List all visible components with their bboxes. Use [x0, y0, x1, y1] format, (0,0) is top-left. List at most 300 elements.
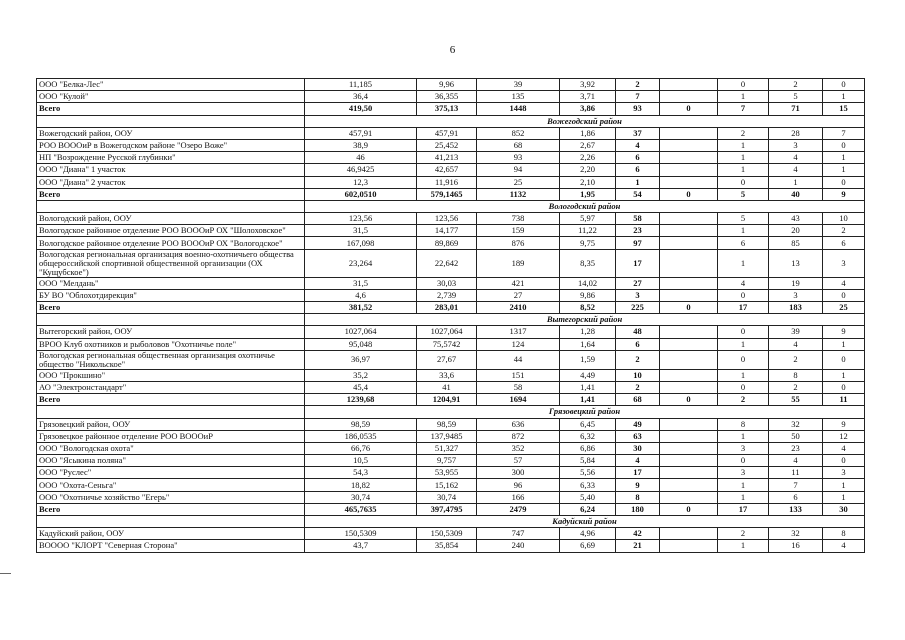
row-name-cell: Вологодская региональная организация военно-охотничьего общества общероссийской спортивной общественной организации (ОХ "Кущубское"): [37, 249, 305, 277]
row-value-cell: 4: [769, 455, 823, 467]
row-value-cell: 39: [769, 326, 823, 338]
row-name-cell: ООО "Кулой": [37, 91, 305, 103]
row-value-cell: 9: [823, 418, 865, 430]
row-value-cell: 2: [718, 127, 769, 139]
total-value-cell: 225: [616, 302, 660, 314]
total-value-cell: 133: [769, 503, 823, 515]
row-value-cell: 23: [616, 225, 660, 237]
row-value-cell: 2: [823, 225, 865, 237]
table-row: [37, 326, 865, 338]
row-value-cell: 57: [477, 455, 560, 467]
region-name: Вытегорский район: [305, 314, 865, 326]
total-row: [37, 394, 865, 406]
row-value-cell: 2: [769, 79, 823, 91]
table-row: [37, 467, 865, 479]
row-value-cell: 30,03: [417, 277, 477, 289]
row-value-cell: 150,5309: [417, 528, 477, 540]
total-row: [37, 103, 865, 115]
table-row: [37, 491, 865, 503]
table-row: [37, 249, 865, 277]
row-name-cell: ООО "Белка-Лес": [37, 79, 305, 91]
row-name-cell: ООО "Вологодская охота": [37, 442, 305, 454]
row-value-cell: 17: [616, 249, 660, 277]
row-value-cell: 0: [823, 176, 865, 188]
total-value-cell: 0: [660, 103, 718, 115]
region-header-row: [37, 406, 865, 418]
total-value-cell: 8,52: [560, 302, 616, 314]
row-value-cell: 8: [769, 369, 823, 381]
row-value-cell: 159: [477, 225, 560, 237]
table-row: [37, 213, 865, 225]
row-value-cell: 1: [718, 164, 769, 176]
total-value-cell: 1132: [477, 188, 560, 200]
row-value-cell: 30,74: [305, 491, 417, 503]
region-blank-cell: [37, 516, 305, 528]
total-value-cell: 71: [769, 103, 823, 115]
row-value-cell: 1,59: [560, 350, 616, 369]
row-value-cell: [660, 491, 718, 503]
total-value-cell: 419,50: [305, 103, 417, 115]
row-value-cell: 2,20: [560, 164, 616, 176]
table-row: [37, 455, 865, 467]
row-value-cell: 186,0535: [305, 430, 417, 442]
row-value-cell: 50: [769, 430, 823, 442]
row-value-cell: 9,96: [417, 79, 477, 91]
row-value-cell: 1: [718, 369, 769, 381]
table-row: [37, 479, 865, 491]
row-value-cell: 9: [616, 479, 660, 491]
row-value-cell: 150,5309: [305, 528, 417, 540]
row-value-cell: 6: [616, 338, 660, 350]
row-value-cell: 2: [769, 381, 823, 393]
row-value-cell: 2: [616, 381, 660, 393]
row-value-cell: 12,3: [305, 176, 417, 188]
row-value-cell: 2,739: [417, 289, 477, 301]
row-value-cell: 93: [477, 152, 560, 164]
total-value-cell: 40: [769, 188, 823, 200]
row-value-cell: 97: [616, 237, 660, 249]
row-value-cell: [660, 528, 718, 540]
row-value-cell: 10,5: [305, 455, 417, 467]
row-name-cell: Вологодское районное отделение РОО ВОООиР ОХ "Вологодское": [37, 237, 305, 249]
row-value-cell: 137,9485: [417, 430, 477, 442]
row-value-cell: 3: [718, 467, 769, 479]
row-value-cell: 22,642: [417, 249, 477, 277]
row-value-cell: 1: [823, 164, 865, 176]
row-name-cell: ООО "Мелдань": [37, 277, 305, 289]
total-value-cell: 381,52: [305, 302, 417, 314]
row-value-cell: 2: [616, 350, 660, 369]
row-value-cell: 6: [718, 237, 769, 249]
row-value-cell: 3: [616, 289, 660, 301]
row-value-cell: 2: [616, 79, 660, 91]
row-value-cell: 4,96: [560, 528, 616, 540]
row-value-cell: 36,355: [417, 91, 477, 103]
row-value-cell: 1: [718, 338, 769, 350]
row-name-cell: ВОООО "КЛОРТ "Северная Сторона": [37, 540, 305, 552]
row-value-cell: 43,7: [305, 540, 417, 552]
row-value-cell: 68: [477, 139, 560, 151]
row-value-cell: 25: [477, 176, 560, 188]
row-value-cell: 1: [823, 479, 865, 491]
row-value-cell: 3,71: [560, 91, 616, 103]
row-value-cell: 21: [616, 540, 660, 552]
total-value-cell: 2479: [477, 503, 560, 515]
row-value-cell: [660, 249, 718, 277]
total-row: [37, 503, 865, 515]
row-value-cell: 5,40: [560, 491, 616, 503]
region-blank-cell: [37, 200, 305, 212]
row-value-cell: 0: [718, 176, 769, 188]
table-row: [37, 289, 865, 301]
total-value-cell: 17: [718, 302, 769, 314]
row-value-cell: 4: [769, 338, 823, 350]
row-value-cell: 1: [769, 176, 823, 188]
row-value-cell: 1: [718, 139, 769, 151]
row-value-cell: 1: [823, 491, 865, 503]
total-value-cell: 0: [660, 188, 718, 200]
table-row: [37, 381, 865, 393]
row-value-cell: 0: [718, 455, 769, 467]
table-row: [37, 91, 865, 103]
row-value-cell: 6,45: [560, 418, 616, 430]
total-value-cell: 11: [823, 394, 865, 406]
row-value-cell: 1: [823, 152, 865, 164]
row-value-cell: 20: [769, 225, 823, 237]
table-row: [37, 164, 865, 176]
row-value-cell: 39: [477, 79, 560, 91]
row-value-cell: 0: [823, 350, 865, 369]
row-value-cell: 6: [616, 164, 660, 176]
total-label-cell: Всего: [37, 394, 305, 406]
table-row: [37, 225, 865, 237]
row-value-cell: 2,26: [560, 152, 616, 164]
row-value-cell: [660, 381, 718, 393]
row-value-cell: 0: [718, 79, 769, 91]
total-value-cell: 375,13: [417, 103, 477, 115]
total-value-cell: 25: [823, 302, 865, 314]
region-name: Грязовецкий район: [305, 406, 865, 418]
row-value-cell: 123,56: [417, 213, 477, 225]
total-value-cell: 3,86: [560, 103, 616, 115]
row-value-cell: 352: [477, 442, 560, 454]
row-name-cell: БУ ВО "Облохотдирекция": [37, 289, 305, 301]
row-value-cell: 3: [769, 289, 823, 301]
region-header-row: [37, 314, 865, 326]
row-name-cell: ООО "Охотничье хозяйство "Егерь": [37, 491, 305, 503]
total-label-cell: Всего: [37, 188, 305, 200]
table-row: [37, 350, 865, 369]
row-value-cell: 27: [477, 289, 560, 301]
total-value-cell: 1,95: [560, 188, 616, 200]
row-name-cell: Грязовецкое районное отделение РОО ВОООиР: [37, 430, 305, 442]
table-row: [37, 139, 865, 151]
row-name-cell: ООО "Диана" 1 участок: [37, 164, 305, 176]
row-value-cell: 9,75: [560, 237, 616, 249]
table-row: [37, 442, 865, 454]
row-value-cell: 1: [823, 369, 865, 381]
row-value-cell: 11,185: [305, 79, 417, 91]
row-value-cell: 49: [616, 418, 660, 430]
row-name-cell: РОО ВОООиР в Вожегодском районе "Озеро Воже": [37, 139, 305, 151]
row-value-cell: 124: [477, 338, 560, 350]
row-value-cell: 7: [769, 479, 823, 491]
row-value-cell: 189: [477, 249, 560, 277]
total-value-cell: 0: [660, 394, 718, 406]
row-value-cell: 42: [616, 528, 660, 540]
row-name-cell: Вожегодский район, ООУ: [37, 127, 305, 139]
row-value-cell: 85: [769, 237, 823, 249]
row-value-cell: 6: [769, 491, 823, 503]
row-value-cell: 1: [718, 152, 769, 164]
row-value-cell: 5: [718, 213, 769, 225]
row-value-cell: 95,048: [305, 338, 417, 350]
row-value-cell: 3: [823, 249, 865, 277]
total-value-cell: 2: [718, 394, 769, 406]
total-label-cell: Всего: [37, 503, 305, 515]
row-name-cell: Вытегорский район, ООУ: [37, 326, 305, 338]
row-value-cell: 53,955: [417, 467, 477, 479]
row-value-cell: 8,35: [560, 249, 616, 277]
row-name-cell: ООО "Ясыкина поляна": [37, 455, 305, 467]
total-value-cell: 17: [718, 503, 769, 515]
table-row: [37, 237, 865, 249]
table-row: [37, 127, 865, 139]
row-value-cell: [660, 326, 718, 338]
table-row: [37, 79, 865, 91]
row-value-cell: 421: [477, 277, 560, 289]
row-value-cell: 14,02: [560, 277, 616, 289]
row-value-cell: 4: [616, 455, 660, 467]
row-value-cell: 2: [718, 528, 769, 540]
row-value-cell: 30,74: [417, 491, 477, 503]
row-value-cell: 13: [769, 249, 823, 277]
row-name-cell: Вологодская региональная общественная организация охотничье общество "Никольское": [37, 350, 305, 369]
region-blank-cell: [37, 406, 305, 418]
row-value-cell: [660, 338, 718, 350]
row-value-cell: 0: [718, 289, 769, 301]
row-name-cell: ООО "Руслес": [37, 467, 305, 479]
row-value-cell: 30: [616, 442, 660, 454]
row-value-cell: 9,86: [560, 289, 616, 301]
row-value-cell: [660, 139, 718, 151]
total-value-cell: 2410: [477, 302, 560, 314]
row-value-cell: 12: [823, 430, 865, 442]
row-value-cell: 4: [769, 164, 823, 176]
row-value-cell: 1: [718, 430, 769, 442]
row-value-cell: [660, 164, 718, 176]
row-value-cell: [660, 289, 718, 301]
row-value-cell: [660, 91, 718, 103]
row-value-cell: 98,59: [417, 418, 477, 430]
total-value-cell: 1239,68: [305, 394, 417, 406]
row-value-cell: 58: [616, 213, 660, 225]
row-value-cell: 17: [616, 467, 660, 479]
row-name-cell: ООО "Прокшино": [37, 369, 305, 381]
table-row: [37, 277, 865, 289]
row-value-cell: 5,84: [560, 455, 616, 467]
total-value-cell: 15: [823, 103, 865, 115]
row-value-cell: 98,59: [305, 418, 417, 430]
row-value-cell: 636: [477, 418, 560, 430]
total-value-cell: 579,1465: [417, 188, 477, 200]
row-value-cell: [660, 369, 718, 381]
row-value-cell: 37: [616, 127, 660, 139]
total-value-cell: 6,24: [560, 503, 616, 515]
row-value-cell: [660, 127, 718, 139]
row-value-cell: 51,327: [417, 442, 477, 454]
row-value-cell: 31,5: [305, 277, 417, 289]
total-value-cell: 1694: [477, 394, 560, 406]
row-value-cell: [660, 213, 718, 225]
table-body: [37, 79, 865, 553]
row-name-cell: Вологодский район, ООУ: [37, 213, 305, 225]
row-value-cell: 23,264: [305, 249, 417, 277]
total-value-cell: 93: [616, 103, 660, 115]
row-value-cell: 852: [477, 127, 560, 139]
row-value-cell: 5,97: [560, 213, 616, 225]
row-value-cell: 4: [823, 277, 865, 289]
row-value-cell: [660, 418, 718, 430]
row-value-cell: 1027,064: [305, 326, 417, 338]
total-value-cell: 283,01: [417, 302, 477, 314]
row-value-cell: 10: [616, 369, 660, 381]
total-value-cell: 1448: [477, 103, 560, 115]
row-value-cell: 8: [823, 528, 865, 540]
row-value-cell: 2,67: [560, 139, 616, 151]
region-blank-cell: [37, 115, 305, 127]
row-value-cell: 1: [718, 249, 769, 277]
row-value-cell: 96: [477, 479, 560, 491]
row-value-cell: 123,56: [305, 213, 417, 225]
row-name-cell: АО "Электронстандарт": [37, 381, 305, 393]
row-value-cell: 44: [477, 350, 560, 369]
row-value-cell: 6: [823, 237, 865, 249]
row-name-cell: НП "Возрождение Русской глубинки": [37, 152, 305, 164]
row-value-cell: 41: [417, 381, 477, 393]
table-row: [37, 528, 865, 540]
row-value-cell: 75,5742: [417, 338, 477, 350]
total-value-cell: 30: [823, 503, 865, 515]
row-value-cell: 0: [718, 350, 769, 369]
row-value-cell: 11,22: [560, 225, 616, 237]
row-value-cell: 66,76: [305, 442, 417, 454]
hunting-statistics-table: [36, 78, 865, 553]
row-value-cell: 25,452: [417, 139, 477, 151]
row-value-cell: 6,32: [560, 430, 616, 442]
row-value-cell: 1027,064: [417, 326, 477, 338]
row-value-cell: 0: [823, 79, 865, 91]
row-value-cell: 6,33: [560, 479, 616, 491]
row-value-cell: 6: [616, 152, 660, 164]
row-value-cell: 11: [769, 467, 823, 479]
row-value-cell: 1317: [477, 326, 560, 338]
row-value-cell: 166: [477, 491, 560, 503]
row-value-cell: 0: [823, 289, 865, 301]
total-value-cell: 1,41: [560, 394, 616, 406]
row-value-cell: 2: [769, 350, 823, 369]
row-value-cell: 0: [823, 455, 865, 467]
row-value-cell: [660, 479, 718, 491]
row-name-cell: ВРОО Клуб охотников и рыболовов "Охотничье поле": [37, 338, 305, 350]
region-blank-cell: [37, 314, 305, 326]
row-value-cell: 23: [769, 442, 823, 454]
row-value-cell: 1,86: [560, 127, 616, 139]
row-value-cell: 5,56: [560, 467, 616, 479]
row-value-cell: 31,5: [305, 225, 417, 237]
row-value-cell: 27,67: [417, 350, 477, 369]
table-row: [37, 338, 865, 350]
row-value-cell: 19: [769, 277, 823, 289]
row-value-cell: 240: [477, 540, 560, 552]
row-value-cell: [660, 176, 718, 188]
row-value-cell: 4: [718, 277, 769, 289]
row-value-cell: 8: [616, 491, 660, 503]
row-value-cell: [660, 540, 718, 552]
row-value-cell: 32: [769, 528, 823, 540]
row-name-cell: Кадуйский район, ООУ: [37, 528, 305, 540]
row-value-cell: 43: [769, 213, 823, 225]
row-value-cell: 1: [823, 338, 865, 350]
row-value-cell: 89,869: [417, 237, 477, 249]
row-value-cell: 32: [769, 418, 823, 430]
row-value-cell: 747: [477, 528, 560, 540]
row-value-cell: 3: [769, 139, 823, 151]
row-value-cell: 3: [718, 442, 769, 454]
total-value-cell: 0: [660, 302, 718, 314]
row-name-cell: Вологодское районное отделение РОО ВОООиР ОХ "Шолоховское": [37, 225, 305, 237]
total-value-cell: 5: [718, 188, 769, 200]
row-value-cell: 135: [477, 91, 560, 103]
row-value-cell: 1,64: [560, 338, 616, 350]
row-value-cell: 4: [823, 442, 865, 454]
total-value-cell: 1204,91: [417, 394, 477, 406]
row-value-cell: 1,28: [560, 326, 616, 338]
total-value-cell: 0: [660, 503, 718, 515]
total-label-cell: Всего: [37, 302, 305, 314]
row-name-cell: ООО "Охота-Сеньга": [37, 479, 305, 491]
row-value-cell: 9: [823, 326, 865, 338]
row-value-cell: [660, 430, 718, 442]
row-value-cell: 1: [718, 540, 769, 552]
row-value-cell: 14,177: [417, 225, 477, 237]
row-value-cell: 15,162: [417, 479, 477, 491]
row-value-cell: 16: [769, 540, 823, 552]
row-value-cell: 738: [477, 213, 560, 225]
row-value-cell: 9,757: [417, 455, 477, 467]
region-header-row: [37, 516, 865, 528]
row-value-cell: 28: [769, 127, 823, 139]
row-value-cell: [660, 277, 718, 289]
row-value-cell: 1,41: [560, 381, 616, 393]
region-header-row: [37, 200, 865, 212]
row-value-cell: 4,6: [305, 289, 417, 301]
table-row: [37, 418, 865, 430]
row-value-cell: 48: [616, 326, 660, 338]
row-value-cell: 5: [769, 91, 823, 103]
total-value-cell: 602,0510: [305, 188, 417, 200]
total-value-cell: 465,7635: [305, 503, 417, 515]
row-value-cell: 46,9425: [305, 164, 417, 176]
row-value-cell: 4,49: [560, 369, 616, 381]
table-row: [37, 540, 865, 552]
total-value-cell: 183: [769, 302, 823, 314]
table-row: [37, 152, 865, 164]
row-value-cell: 10: [823, 213, 865, 225]
total-value-cell: 397,4795: [417, 503, 477, 515]
row-value-cell: [660, 467, 718, 479]
row-value-cell: 33,6: [417, 369, 477, 381]
